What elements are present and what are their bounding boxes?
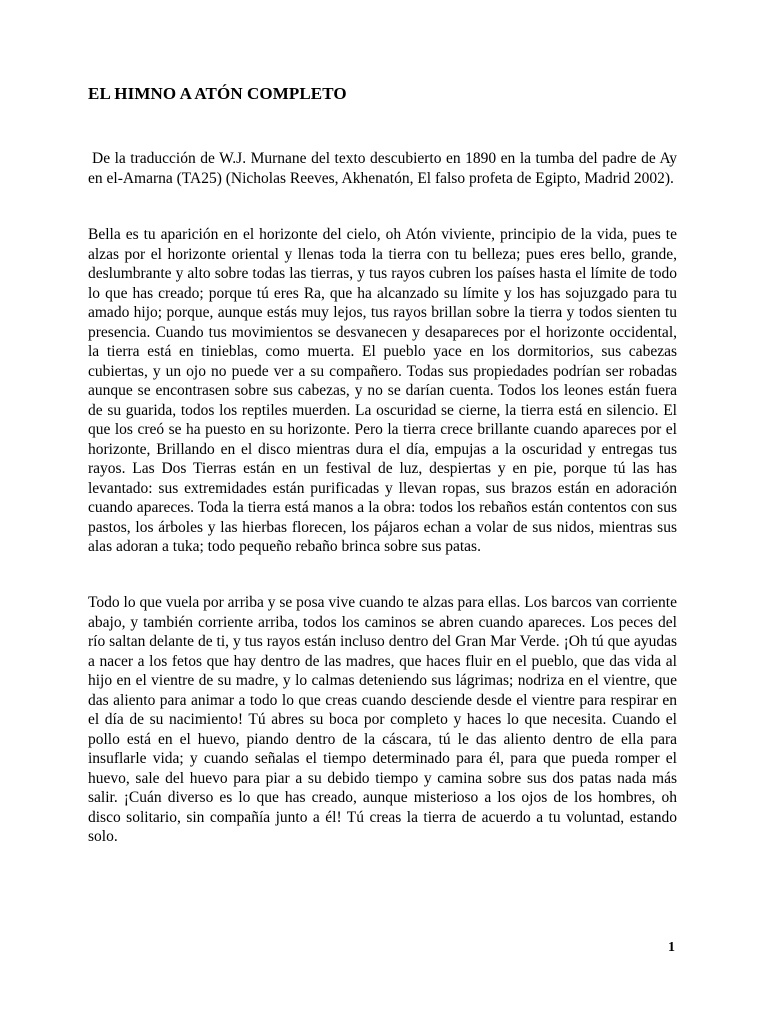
body-paragraph-1: Bella es tu aparición en el horizonte del cielo, oh Atón viviente, principio de la vida, pues te alzas por el horizonte oriental y llenas toda la tierra con tu belleza; pues eres bello, grande, deslumbrante y alto sobre todas las tierras, y tus rayos cubren los países hasta el límite de todo lo que has creado; porque tú eres Ra, que ha alcanzado su límite y los has sojuzgado para tu amado hijo; porque, aunque estás muy lejos, tus rayos brillan sobre la tierra y todos sienten tu presencia. Cuando tus movimientos se desvanecen y desapareces por el horizonte occidental, la tierra está en tinieblas, como muerta. El pueblo yace en los dormitorios, sus cabezas cubiertas, y un ojo no puede ver a su compañero. Todas sus propiedades podrían ser robadas aunque se encontrasen sobre sus cabezas, y no se darían cuenta. Todos los leones están fuera de su guarida, todos los reptiles muerden. La oscuridad se cierne, la tierra está en silencio. El que los creó se ha puesto en su horizonte. Pero la tierra crece brillante cuando apareces por el horizonte, Brillando en el disco mientras dura el día, empujas a la oscuridad y entregas tus rayos. Las Dos Tierras están en un festival de luz, despiertas y en pie, porque tú las has levantado: sus extremidades están purificadas y llevan ropas, sus brazos están en adoración cuando apareces. Toda la tierra está manos a la obra: todos los rebaños están contentos con sus pastos, los árboles y las hierbas florecen, los pájaros echan a volar de sus nidos, mientras sus alas adoran a tuka; todo pequeño rebaño brinca sobre sus patas. <box>88 226 677 555</box>
intro-paragraph: De la traducción de W.J. Murnane del texto descubierto en 1890 en la tumba del padre de Ay en el-Amarna (TA25) (Nicholas Reeves, Akhenatón, El falso profeta de Egipto, Madrid 2002). <box>88 150 677 187</box>
body-paragraph-2: Todo lo que vuela por arriba y se posa vive cuando te alzas para ellas. Los barcos van corriente abajo, y también corriente arriba, todos los caminos se abren cuando apareces. Los peces del río saltan delante de ti, y tus rayos están incluso dentro del Gran Mar Verde. ¡Oh tú que ayudas a nacer a los fetos que hay dentro de las madres, que haces fluir en el pueblo, que das vida al hijo en el vientre de su madre, y lo calmas deteniendo sus lágrimas; nodriza en el vientre, que das aliento para animar a todo lo que creas cuando desciende desde el vientre para respirar en el día de su nacimiento! Tú abres su boca por completo y haces lo que necesita. Cuando el pollo está en el huevo, piando dentro de la cáscara, tú le das aliento dentro de ella para insuflarle vida; y cuando señalas el tiempo determinado para él, para que pueda romper el huevo, sale del huevo para piar a su debido tiempo y camina sobre sus dos patas nada más salir. ¡Cuán diverso es lo que has creado, aunque misterioso a los ojos de los hombres, oh disco solitario, sin compañía junto a él! Tú creas la tierra de acuerdo a tu voluntad, estando solo. <box>88 594 677 845</box>
document-title: EL HIMNO A ATÓN COMPLETO <box>88 84 347 103</box>
page-number: 1 <box>668 940 675 955</box>
